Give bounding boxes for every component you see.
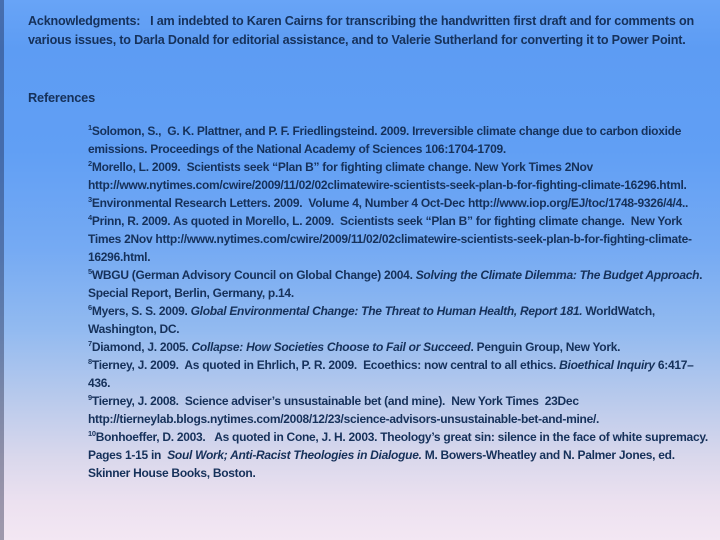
reference-number: 1 [88, 123, 92, 132]
reference-number: 2 [88, 159, 92, 168]
reference-item [88, 194, 708, 212]
reference-text-segment: WorldWatch, Washington, DC. [88, 304, 658, 336]
reference-text-segment: Solomon, S., G. K. Plattner, and P. F. Friedlingsteind. 2009. Irreversible climate change due to carbon dioxide emissions. Proceedings of the National Academy of Sciences 106:1704-1709. [88, 124, 685, 156]
reference-item [88, 428, 711, 482]
reference-number: 4 [88, 213, 92, 222]
reference-text-segment: WBGU (German Advisory Council on Global Change) 2004. [91, 268, 416, 282]
reference-number: 10 [88, 429, 96, 438]
reference-text-segment: 6:417–436. [88, 358, 694, 390]
reference-text-segment: Collapse: How Societies Choose to Fail or Succeed [191, 340, 471, 354]
reference-text-segment: Soul Work; Anti-Racist Theologies in Dialogue. [167, 448, 422, 462]
reference-text-segment: Solving the Climate Dilemma: The Budget Approach [415, 268, 700, 282]
references-list [88, 122, 711, 482]
slide-left-edge-shadow [0, 0, 4, 540]
acknowledgments-paragraph: Acknowledgments: I am indebted to Karen Cairns for transcribing the handwritten first draft and for comments on various issues, to Darla Donald for editorial assistance, and to Valerie Sutherland for converting it to Power Point. [28, 14, 698, 47]
reference-item [88, 212, 708, 266]
reference-item [88, 338, 708, 356]
reference-text-segment: Bonhoeffer, D. 2003. As quoted in Cone, J. H. 2003. Theology’s great sin: silence in the face of white supremacy. Pages 1-15 in [88, 430, 711, 462]
reference-text-segment: Myers, S. S. 2009. [91, 304, 191, 318]
reference-number: 6 [88, 303, 92, 312]
reference-number: 8 [88, 357, 92, 366]
reference-text-segment: Diamond, J. 2005. [91, 340, 192, 354]
reference-text-segment: Tierney, J. 2008. Science adviser’s unsustainable bet (and mine). New York Times 23Dec http://tierneylab.blogs.nytimes.com/2008/12/23/science-advisors-unsustainable-bet-and-mine/. [88, 394, 600, 426]
reference-text-segment: . Special Report, Berlin, Germany, p.14. [88, 268, 706, 300]
reference-item [88, 356, 708, 392]
reference-number: 7 [88, 339, 92, 348]
reference-text-segment: Global Environmental Change: The Threat to Human Health, Report 181. [190, 304, 583, 318]
reference-number: 3 [88, 195, 92, 204]
reference-text-segment: Prinn, R. 2009. As quoted in Morello, L. 2009. Scientists seek “Plan B” for fighting climate change. New York Times 2Nov http://www.nytimes.com/cwire/2009/11/02/02climatewire-scientists-seek-plan-b-for-fighting-climate-16296.html. [88, 214, 692, 264]
reference-text-segment: . Penguin Group, New York. [470, 340, 621, 354]
reference-item [88, 266, 708, 302]
reference-item [88, 122, 708, 158]
references-heading: References [28, 90, 96, 105]
reference-number: 5 [88, 267, 92, 276]
reference-item [88, 392, 708, 428]
reference-item [88, 302, 708, 338]
reference-text-segment: Environmental Research Letters. 2009. Volume 4, Number 4 Oct-Dec http://www.iop.org/EJ/toc/1748-9326/4/4.. [91, 196, 689, 210]
reference-text-segment: Bioethical Inquiry [559, 358, 655, 372]
reference-text-segment: M. Bowers-Wheatley and N. Palmer Jones, ed. Skinner House Books, Boston. [88, 448, 678, 480]
reference-number: 9 [88, 393, 92, 402]
reference-text-segment: Tierney, J. 2009. As quoted in Ehrlich, P. R. 2009. Ecoethics: now central to all ethics. [91, 358, 560, 372]
reference-item [88, 158, 708, 194]
reference-text-segment: Morello, L. 2009. Scientists seek “Plan B” for fighting climate change. New York Times 2Nov http://www.nytimes.com/cwire/2009/11/02/02climatewire-scientists-seek-plan-b-for-fighting-climate-16296.html. [88, 160, 687, 192]
